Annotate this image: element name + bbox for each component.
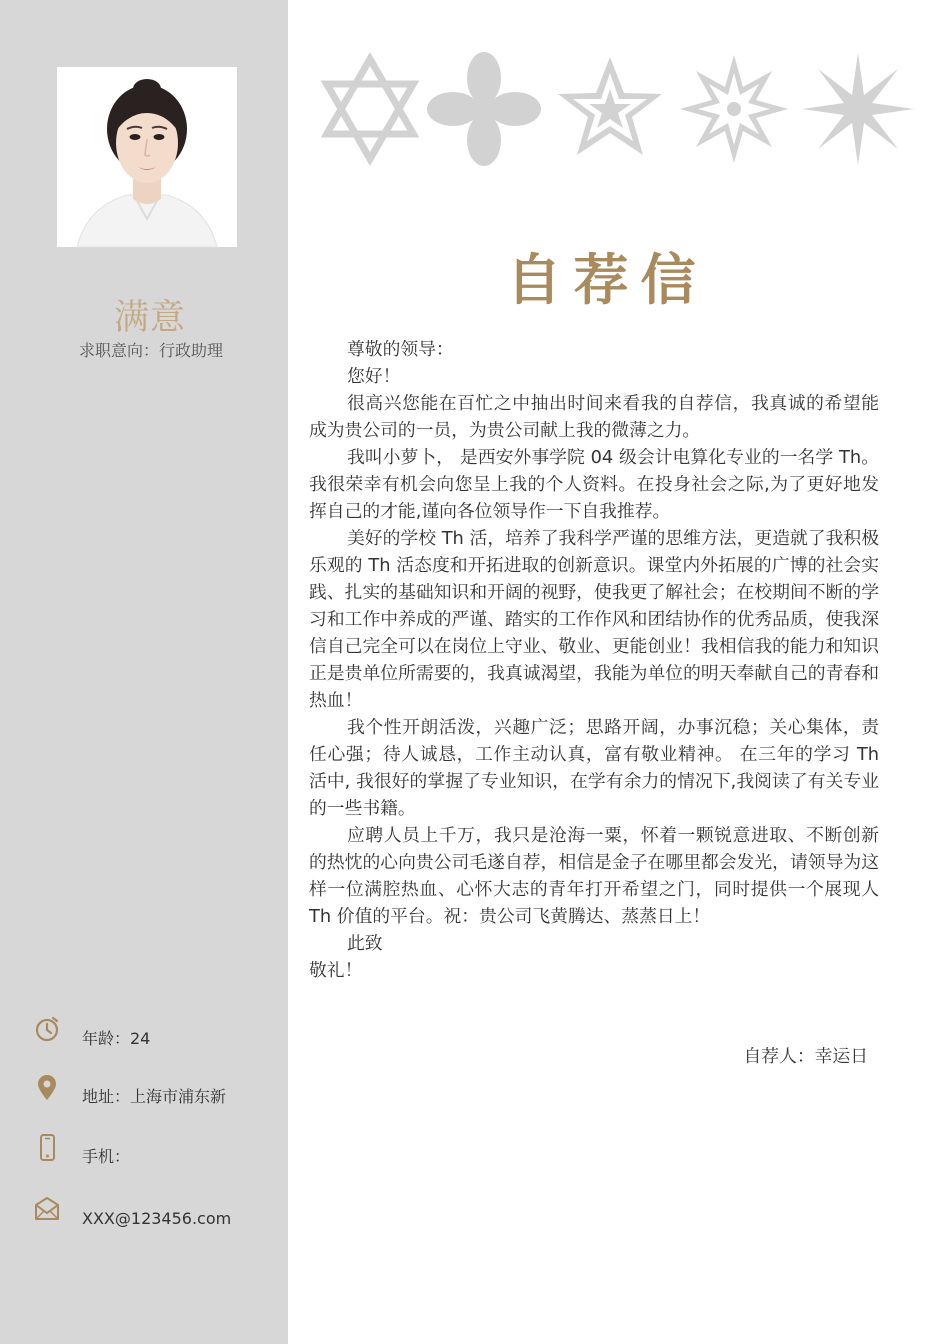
phone-icon <box>33 1133 63 1163</box>
portrait-photo <box>57 67 237 247</box>
quatrefoil-icon <box>427 52 541 166</box>
paragraph: 美好的学校 Th 活，培养了我科学严谨的思维方法，更造就了我积极乐观的 Th 活态度和开拓进取的创新意识。课堂内外拓展的广博的社会实践、扎实的基础知识和开阔的视野，使我更了解社会；在校期间不断的学习和工作中养成的严谨、踏实的工作作风和团结协作的优秀品质，使我深信自己完全可以在岗位上守业、敬业、更能创业！我相信我的能力和知识正是贵单位所需要的，我真诚渴望，我能为单位的明天奉献自己的青春和热血！ <box>309 528 879 711</box>
closing-line: 此致 <box>347 933 383 954</box>
candidate-name: 满意 <box>113 298 186 338</box>
letter-title: 自荐信 <box>506 248 708 312</box>
greeting: 您好！ <box>347 366 401 387</box>
salutation: 尊敬的领导： <box>347 339 454 360</box>
five-point-star-icon <box>558 57 662 155</box>
avatar <box>57 67 237 247</box>
job-intention: 求职意向：行政助理 <box>78 341 223 360</box>
letter-body <box>309 336 879 984</box>
clock-icon <box>33 1015 63 1045</box>
decorative-stars <box>318 52 918 170</box>
info-address: 地址：上海市浦东新 <box>82 1087 227 1106</box>
info-phone: 手机： <box>82 1147 131 1166</box>
paragraph: 我个性开朗活泼，兴趣广泛；思路开阔，办事沉稳；关心集体，责任心强；待人诚恳，工作主动认真，富有敬业精神。 在三年的学习 Th 活中, 我很好的掌握了专业知识，在学有余力的情况下,我阅读了有关专业的一些书籍。 <box>309 717 879 819</box>
sidebar <box>0 0 288 1344</box>
envelope-icon <box>33 1195 63 1225</box>
eight-point-star-icon <box>680 55 788 163</box>
paragraph: 应聘人员上千万，我只是沧海一粟，怀着一颗锐意进取、不断创新的热忱的心向贵公司毛遂自荐，相信是金子在哪里都会发光，请领导为这样一位满腔热血、心怀大志的青年打开希望之门，同时提供一个展现人 Th 价值的平台。祝：贵公司飞黄腾达、蒸蒸日上！ <box>309 825 879 927</box>
hexagram-icon <box>327 59 414 159</box>
asterisk-star-icon <box>802 53 914 165</box>
info-email: XXX@123456.com <box>82 1209 232 1228</box>
location-pin-icon <box>33 1073 63 1103</box>
signature: 自荐人：幸运日 <box>743 1046 868 1067</box>
paragraph: 很高兴您能在百忙之中抽出时间来看我的自荐信，我真诚的希望能成为贵公司的一员，为贵公司献上我的微薄之力。 <box>309 393 879 441</box>
paragraph: 我叫小萝卜， 是西安外事学院 04 级会计电算化专业的一名学 Th。我很荣幸有机会向您呈上我的个人资料。在投身社会之际,为了更好地发挥自己的才能,谨向各位领导作一下自我推荐。 <box>309 447 879 522</box>
closing-salute: 敬礼！ <box>309 960 363 981</box>
info-age: 年龄：24 <box>82 1029 151 1048</box>
